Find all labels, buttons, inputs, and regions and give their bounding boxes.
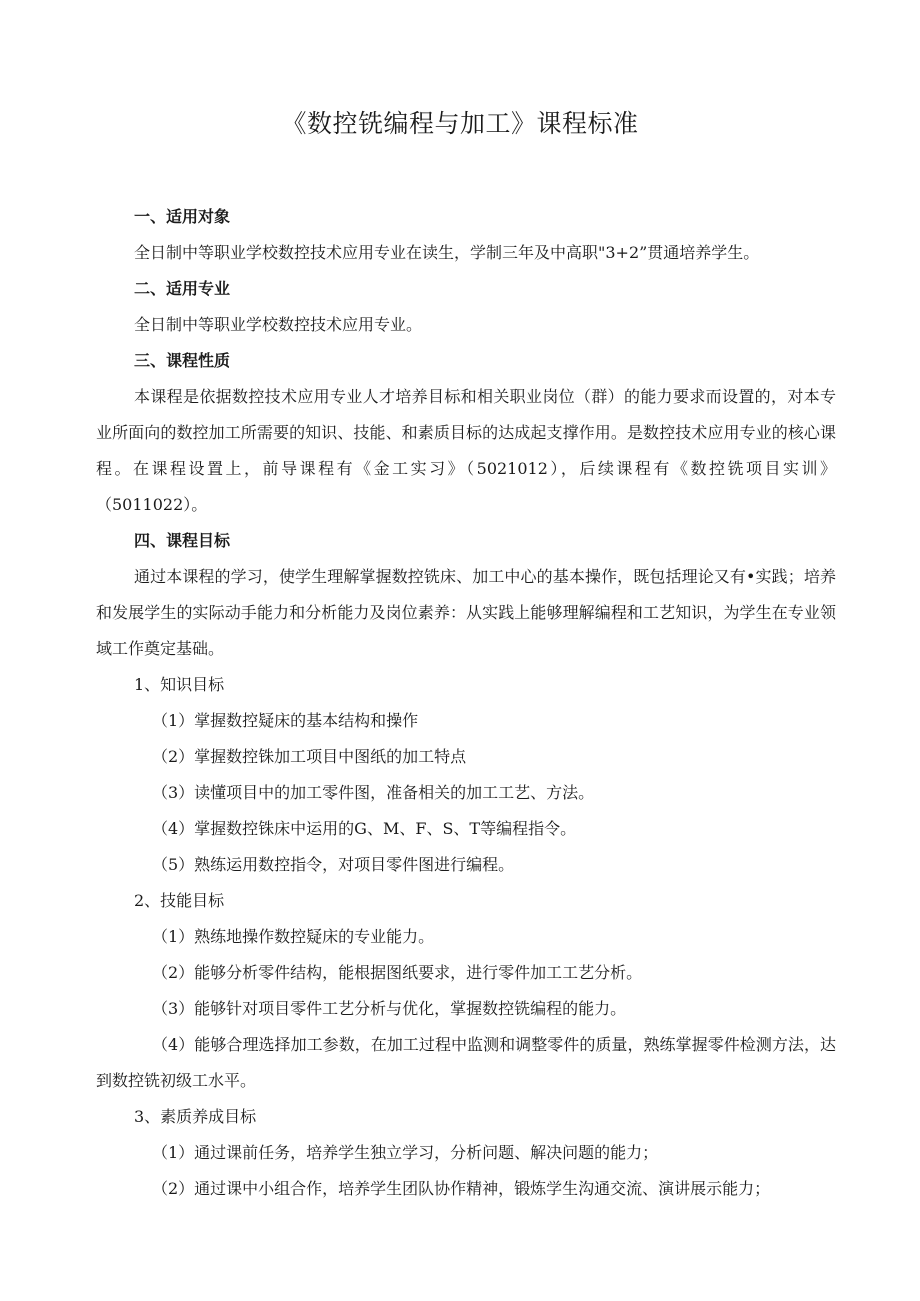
section-heading: 一、适用对象 [134,207,231,226]
goal-item: （2）掌握数控铢加工项目中图纸的加工特点 [152,747,467,766]
section-heading: 四、课程目标 [134,531,231,550]
section-paragraph: 全日制中等职业学校数控技术应用专业。 [134,315,423,334]
goal-subheading: 1、知识目标 [134,675,225,694]
section-paragraph: 全日制中等职业学校数控技术应用专业在读生，学制三年及中高职"3+2”贯通培养学生。 [134,243,760,262]
goal-item: （4）能够合理选择加工参数，在加工过程中监测和调整零件的质量，熟练掌握零件检测方法，达到数控铣初级工水平。 [96,1035,836,1090]
document-body [96,199,836,1207]
section-paragraph: 通过本课程的学习，使学生理解掌握数控铣床、加工中心的基本操作，既包括理论又有•实践；培养和发展学生的实际动手能力和分析能力及岗位素养：从实践上能够理解编程和工艺知识，为学生在专业领域工作奠定基础。 [96,567,836,658]
section-heading: 二、适用专业 [134,279,231,298]
goal-item: （2）通过课中小组合作，培养学生团队协作精神，锻炼学生沟通交流、演讲展示能力； [152,1179,771,1198]
goal-item: （3）能够针对项目零件工艺分析与优化，掌握数控铣编程的能力。 [152,999,627,1018]
goal-item: （4）掌握数控铢床中运用的G、M、F、S、T等编程指令。 [152,819,577,838]
goal-item: （3）读懂项目中的加工零件图，准备相关的加工工艺、方法。 [152,783,595,802]
goal-item: （2）能够分析零件结构，能根据图纸要求，进行零件加工工艺分析。 [152,963,643,982]
goal-item: （1）通过课前任务，培养学生独立学习，分析问题、解决问题的能力； [152,1143,659,1162]
section-paragraph: 本课程是依据数控技术应用专业人才培养目标和相关职业岗位（群）的能力要求而设置的，对本专业所面向的数控加工所需要的知识、技能、和素质目标的达成起支撑作用。是数控技术应用专业的核心课程。在课程设置上，前导课程有《金工实习》（5021012），后续课程有《数控铣项目实训》（5011022）。 [96,387,836,514]
section-heading: 三、课程性质 [134,351,231,370]
goal-item: （1）熟练地操作数控疑床的专业能力。 [152,927,435,946]
goal-item: （5）熟练运用数控指令，对项目零件图进行编程。 [152,855,515,874]
goal-subheading: 3、素质养成目标 [134,1107,257,1126]
document-title: 《数控铣编程与加工》课程标准 [281,109,639,138]
goal-item: （1）掌握数控疑床的基本结构和操作 [152,711,419,730]
goal-subheading: 2、技能目标 [134,891,225,910]
